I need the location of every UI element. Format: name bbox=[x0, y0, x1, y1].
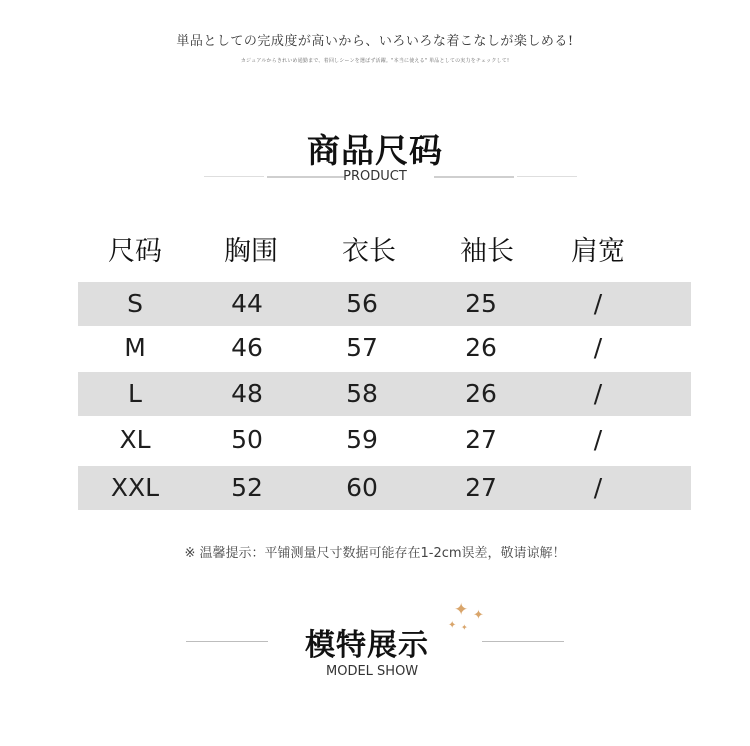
cell-shoulder: / bbox=[593, 333, 603, 362]
cell-length: 58 bbox=[346, 379, 378, 408]
tagline: 単品としての完成度が高いから、いろいろな着こなしが楽しめる! bbox=[176, 34, 574, 49]
table-row bbox=[78, 466, 691, 510]
title-divider-right-outer bbox=[517, 176, 577, 177]
cell-sleeve: 26 bbox=[465, 333, 497, 362]
cell-size: M bbox=[124, 333, 146, 362]
cell-sleeve: 26 bbox=[465, 379, 497, 408]
table-row bbox=[78, 418, 691, 462]
model-divider-left bbox=[186, 641, 268, 642]
cell-sleeve: 27 bbox=[465, 473, 497, 502]
model-section-subtitle: MODEL SHOW bbox=[326, 664, 419, 679]
section-title: 商品尺码 bbox=[307, 131, 443, 170]
header-length: 衣长 bbox=[342, 236, 396, 267]
header-sleeve: 袖长 bbox=[460, 236, 514, 267]
header-shoulder: 肩宽 bbox=[571, 236, 625, 267]
cell-shoulder: / bbox=[593, 425, 603, 454]
sparkle-icon: ✦ ✦ ✦ ✦ bbox=[448, 600, 484, 632]
cell-size: L bbox=[128, 379, 142, 408]
cell-sleeve: 25 bbox=[465, 289, 497, 318]
cell-shoulder: / bbox=[593, 379, 603, 408]
subtagline: カジュアルからきれいめ通勤まで、着回しシーンを選ばず活躍。"本当に使える" 単品としての実力をチェックして! bbox=[240, 58, 510, 64]
cell-length: 59 bbox=[346, 425, 378, 454]
cell-chest: 48 bbox=[231, 379, 263, 408]
cell-shoulder: / bbox=[593, 473, 603, 502]
section-subtitle: PRODUCT bbox=[343, 169, 407, 184]
header-chest: 胸围 bbox=[224, 236, 278, 267]
cell-sleeve: 27 bbox=[465, 425, 497, 454]
cell-size: XXL bbox=[110, 473, 160, 502]
measurement-note: ※ 温馨提示：平铺测量尺寸数据可能存在1-2cm误差，敬请谅解！ bbox=[184, 546, 566, 561]
header-size: 尺码 bbox=[108, 236, 162, 267]
cell-length: 60 bbox=[346, 473, 378, 502]
table-row bbox=[78, 282, 691, 326]
model-divider-right bbox=[482, 641, 564, 642]
size-table-header bbox=[78, 230, 691, 274]
table-row bbox=[78, 372, 691, 416]
cell-length: 57 bbox=[346, 333, 378, 362]
cell-shoulder: / bbox=[593, 289, 603, 318]
cell-size: XL bbox=[119, 425, 151, 454]
cell-chest: 44 bbox=[231, 289, 263, 318]
cell-chest: 52 bbox=[231, 473, 263, 502]
model-section-title: 模特展示 bbox=[305, 628, 429, 663]
cell-chest: 50 bbox=[231, 425, 263, 454]
cell-length: 56 bbox=[346, 289, 378, 318]
cell-size: S bbox=[127, 289, 143, 318]
table-row bbox=[78, 326, 691, 370]
title-divider-right bbox=[434, 176, 514, 178]
cell-chest: 46 bbox=[231, 333, 263, 362]
